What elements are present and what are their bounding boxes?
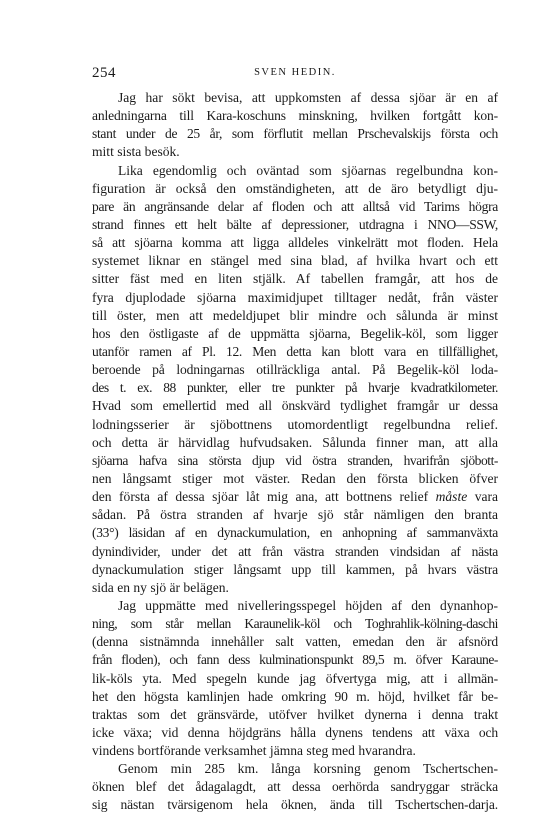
text-line: fyra djuplodade sjöarna maximidjupet tilltager nedåt, från väster bbox=[92, 289, 498, 305]
text-line: Genom min 285 km. långa korsning genom Tschertschen- bbox=[118, 761, 498, 777]
text-line: figuration är också den omständigheten, att de äro betydligt dju- bbox=[92, 180, 498, 196]
text-line: pare än angränsande delar af floden och att alltså vid Tarims högra bbox=[92, 198, 498, 214]
text-line: så att sjöarna komma att ligga alldeles vinkelrätt mot floden. Hela bbox=[92, 235, 498, 251]
text-line: dynindivider, under det att från västra stranden vindsidan af nästa bbox=[92, 543, 498, 559]
text-line: Jag har sökt bevisa, att uppkomsten af dessa sjöar är en af bbox=[118, 90, 498, 105]
text-line: från floden), och fann dess kulminationspunkt 89,5 m. öfver Karaune- bbox=[92, 652, 498, 668]
text-line: systemet liknar en stängel med sina blad, af hvilka hvart och ett bbox=[92, 253, 498, 269]
text-line: (denna sistnämnda innehåller salt vatten, emedan den är afsnörd bbox=[92, 634, 498, 650]
text-line: utanför ramen af Pl. 12. Men detta kan blott vara en tillfällighet, bbox=[92, 343, 498, 359]
text-fragment: den första af dessa sjöar låt mig ana, att bottnens relief bbox=[92, 489, 429, 505]
paragraph-3 bbox=[92, 597, 498, 760]
text-line: sjöarna hafva sina största djup vid östra stranden, hvarifrån sjöbott- bbox=[92, 452, 498, 468]
text-line: vindens bortförande verksamhet jämna steg med hvarandra. bbox=[92, 743, 416, 759]
text-line: des t. ex. 88 punkter, eller tre punkter på hvarje kvadratkilometer. bbox=[92, 380, 498, 396]
text-line: dynackumulation stiger långsamt upp till kammen, på hvars västra bbox=[92, 561, 498, 577]
text-line: Lika egendomlig och oväntad som sjöarnas regelbundna kon- bbox=[118, 162, 498, 178]
page-number: 254 bbox=[92, 65, 116, 81]
text-line: anledningarna till Kara-koschuns minskning, hvilken fortgått kon- bbox=[92, 108, 498, 124]
text-line: lodningsserier är sjöbottnens utomordentligt regelbundna relief. bbox=[92, 416, 498, 432]
paragraph-4 bbox=[92, 760, 498, 814]
text-line: till öster, men att medeldjupet blir mindre och sålunda är minst bbox=[92, 307, 498, 323]
text-line: sida en ny sjö är belägen. bbox=[92, 579, 229, 595]
text-line: mitt sista besök. bbox=[92, 144, 180, 160]
text-line: nen långsamt stiger mot väster. Redan den första blicken öfver bbox=[92, 470, 498, 486]
paragraph-2 bbox=[92, 162, 498, 597]
body-text bbox=[92, 89, 498, 815]
text-line: (33°) läsidan af en dynackumulation, en anhopning af sammanväxta bbox=[92, 525, 498, 541]
text-line: het den högsta kamlinjen hade omkring 90 m. höjd, hvilket får be- bbox=[92, 688, 498, 704]
text-line: sitter fäst med en liten stjälk. Af tabellen framgår, att hos de bbox=[92, 271, 498, 287]
text-line: icke växa; vid denna höjdgräns hålla dynens tendens att växa och bbox=[92, 724, 498, 740]
text-line: öknen blef det ådagalagdt, att dessa oerhörda sandryggar sträcka bbox=[92, 779, 498, 795]
text-line bbox=[92, 488, 498, 506]
text-line: sig nästan tvärsigenom hela öknen, ända till Tschertschen-darja. bbox=[92, 797, 498, 813]
text-line: Hvad som emellertid med all önskvärd tydlighet framgår ur dessa bbox=[92, 398, 498, 414]
text-line: hos den östligaste af de uppmätta sjöarna, Begelik-köl, som ligger bbox=[92, 325, 498, 341]
text-line: traktas som det gränsvärde, utöfver hvilket dynerna i denna trakt bbox=[92, 706, 498, 722]
paragraph-1 bbox=[92, 89, 498, 162]
text-line: strand finnes ett helt bälte af depressioner, utdragna i NNO—SSW, bbox=[92, 216, 498, 232]
emphasized-word: måste bbox=[435, 489, 468, 505]
running-head: SVEN HEDIN. bbox=[254, 67, 336, 78]
text-fragment: vara bbox=[474, 489, 499, 505]
text-line: stant under de 25 år, som förflutit mellan Prschevalskijs första och bbox=[92, 126, 498, 142]
text-line: lik-köls yta. Med spegeln kunde jag öfvertyga mig, att i allmän- bbox=[92, 670, 498, 686]
page-header bbox=[92, 65, 498, 85]
text-line: ning, som står mellan Karaunelik-köl och Toghrahlik-kölning-daschi bbox=[92, 616, 498, 632]
text-line: beroende på lodningarnas otillräckliga antal. På Begelik-köl loda- bbox=[92, 362, 498, 378]
text-line: och detta är härvidlag hufvudsaken. Sålunda finner man, att alla bbox=[92, 434, 498, 450]
text-line: sådan. På östra stranden af hvarje sjö står nämligen den branta bbox=[92, 507, 498, 523]
text-line: Jag uppmätte med nivelleringsspegel höjden af den dynanhop- bbox=[118, 597, 498, 613]
